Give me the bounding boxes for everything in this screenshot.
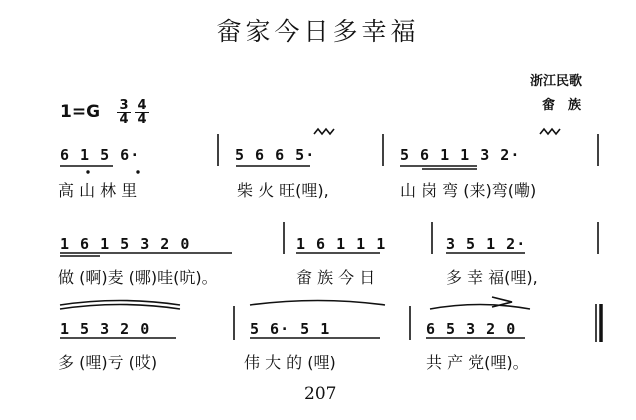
lyric-line: 共 产 党(哩)。 xyxy=(426,353,529,372)
source-region: 浙江民歌 xyxy=(530,74,583,89)
lyric-line: 多 (哩)亏 (哎) xyxy=(58,353,158,372)
time-sig-top: 3 xyxy=(117,99,131,113)
measure-notes: 6 1 5 6· xyxy=(60,146,141,164)
measure-notes: 5 6 6 5· xyxy=(235,146,316,164)
lyric-line: 做 (啊)麦 (哪)哇(吭)。 xyxy=(58,268,218,287)
source-ethnicity: 畲 族 xyxy=(542,98,582,113)
octave-dot xyxy=(136,170,139,173)
measure-notes: 6 5 3 2 0 xyxy=(426,320,517,338)
measure-notes: 5 6 1 1 3 2· xyxy=(400,146,521,164)
time-sig-bottom: 4 xyxy=(119,112,129,127)
slur xyxy=(250,301,385,306)
time-sig-bottom: 4 xyxy=(137,112,147,127)
measure-notes: 3 5 1 2· xyxy=(446,235,527,253)
lyric-line: 柴 火 旺(哩), xyxy=(237,181,329,200)
lyric-line: 伟 大 的 (哩) xyxy=(244,353,336,372)
measure-notes: 1 6 1 1 1 xyxy=(296,235,387,253)
slur xyxy=(430,305,530,310)
slur xyxy=(60,305,180,310)
lyric-line: 畲 族 今 日 xyxy=(296,268,376,287)
octave-dot xyxy=(86,170,89,173)
measure-notes: 1 6 1 5 3 2 0 xyxy=(60,235,191,253)
lyric-line: 多 幸 福(哩), xyxy=(446,268,538,287)
time-sig-top: 4 xyxy=(135,99,149,113)
measure-notes: 1 5 3 2 0 xyxy=(60,320,151,338)
ornament-mark xyxy=(540,129,560,134)
ornament-mark xyxy=(314,129,334,134)
measure-notes: 5 6· 5 1 xyxy=(250,320,331,338)
song-title: 畲家今日多幸福 xyxy=(216,17,420,46)
key-signature: 1=G xyxy=(60,102,101,122)
lyric-line: 高 山 林 里 xyxy=(58,181,138,200)
lyric-line: 山 岗 弯 (来)弯(嘞) xyxy=(400,181,537,200)
page-number: 207 xyxy=(304,384,337,404)
